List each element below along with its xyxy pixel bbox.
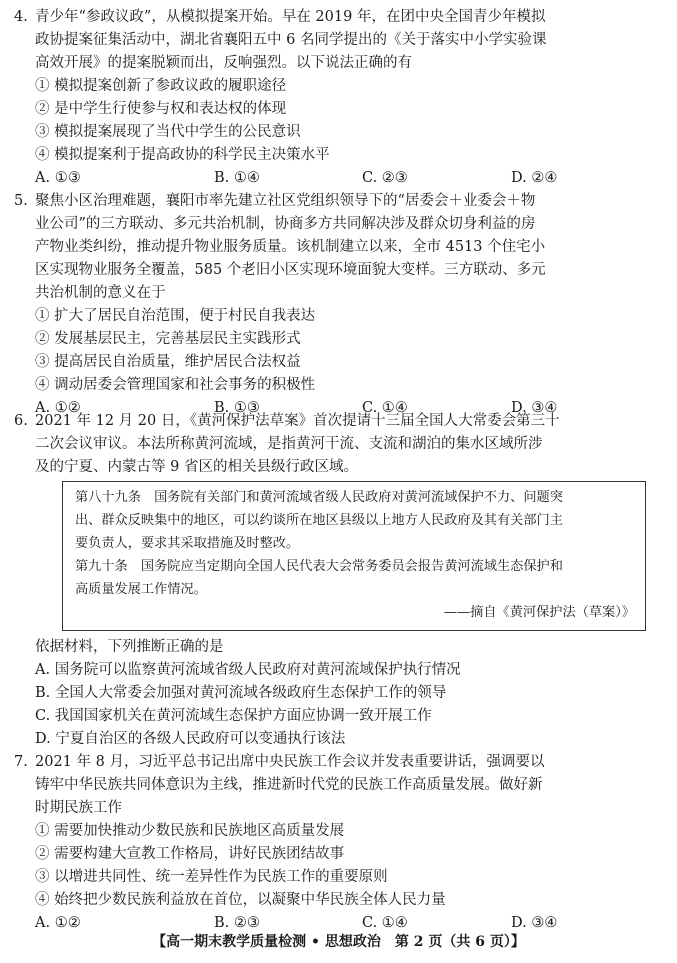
answer-options	[14, 167, 650, 190]
statement-item: ③ 模拟提案展现了当代中学生的公民意识	[35, 124, 301, 140]
answer-option-d[interactable]: D. ③④	[511, 400, 558, 416]
question-stem-line: 高效开展》的提案脱颖而出，反响强烈。以下说法正确的有	[35, 55, 412, 71]
answer-option-a[interactable]: A. ①②	[35, 915, 81, 931]
answer-option-a[interactable]: A. 国务院可以监察黄河流域省级人民政府对黄河流域保护执行情况	[35, 662, 461, 678]
question-prompt: 依据材料，下列推断正确的是	[35, 639, 224, 655]
answer-option-b[interactable]: B. 全国人大常委会加强对黄河流域各级政府生态保护工作的领导	[35, 685, 447, 701]
question-6	[14, 410, 650, 479]
statement-item: ② 发展基层民主，完善基层民主实践形式	[35, 331, 301, 347]
question-stem-line: 4. 青少年“参政议政”，从模拟提案开始。早在 2019 年，在团中央全国青少年模拟	[14, 6, 650, 29]
question-stem-line: 政协提案征集活动中，湖北省襄阳五中 6 名同学提出的《关于落实中小学实验课	[35, 32, 547, 48]
question-stem-line: 产物业类纠纷，推动提升物业服务质量。该机制建立以来，全市 4513 个住宅小	[35, 239, 546, 255]
excerpt-line: 第八十九条 国务院有关部门和黄河流域省级人民政府对黄河流域保护不力、问题突	[75, 490, 563, 505]
excerpt-line: 要负责人，要求其采取措施及时整改。	[75, 536, 300, 551]
statement-item: ③ 以增进共同性、统一差异性作为民族工作的重要原则	[35, 869, 388, 885]
question-stem-line: 区实现物业服务全覆盖，585 个老旧小区实现环境面貌大变样。三方联动、多元	[35, 262, 546, 278]
statement-item: ② 需要构建大宣教工作格局，讲好民族团结故事	[35, 846, 345, 862]
question-stem-line: 及的宁夏、内蒙古等 9 省区的相关县级行政区域。	[35, 459, 358, 475]
answer-option-c[interactable]: C. ②③	[362, 170, 408, 186]
question-stem-line: 二次会议审议。本法所称黄河流域，是指黄河干流、支流和湖泊的集水区域所涉	[35, 436, 543, 452]
question-stem-line: 共治机制的意义在于	[35, 285, 166, 301]
question-6-choices	[14, 636, 650, 751]
law-excerpt-box	[62, 481, 646, 631]
statement-item: ① 扩大了居民自治范围，便于村民自我表达	[35, 308, 316, 324]
question-number: 6.	[14, 413, 28, 429]
statement-item: ① 需要加快推动少数民族和民族地区高质量发展	[35, 823, 345, 839]
question-7	[14, 751, 650, 935]
statement-item: ③ 提高居民自治质量，维护居民合法权益	[35, 354, 301, 370]
excerpt-source: ——摘自《黄河保护法（草案）》	[443, 605, 635, 620]
answer-option-d[interactable]: D. ③④	[511, 915, 558, 931]
statement-item: ① 模拟提案创新了参政议政的履职途径	[35, 78, 287, 94]
answer-option-c[interactable]: C. ①④	[362, 915, 408, 931]
statement-item: ④ 模拟提案利于提高政协的科学民主决策水平	[35, 147, 330, 163]
page-footer: 【高一期末教学质量检测 • 思想政治 第 2 页（共 6 页）】	[152, 934, 525, 950]
excerpt-line: 第九十条 国务院应当定期向全国人民代表大会常务委员会报告黄河流域生态保护和	[75, 559, 563, 574]
question-number: 5.	[14, 193, 28, 209]
excerpt-line: 出、群众反映集中的地区，可以约谈所在地区县级以上地方人民政府及其有关部门主	[75, 513, 563, 528]
answer-option-a[interactable]: A. ①②	[35, 400, 81, 416]
question-stem-line: 7. 2021 年 8 月，习近平总书记出席中央民族工作会议并发表重要讲话，强调要以	[14, 751, 650, 774]
question-number: 7.	[14, 754, 28, 770]
statement-item: ② 是中学生行使参与权和表达权的体现	[35, 101, 287, 117]
answer-option-d[interactable]: D. ②④	[511, 170, 558, 186]
answer-option-b[interactable]: B. ②③	[214, 915, 260, 931]
question-4	[14, 6, 650, 190]
question-stem-line: 时期民族工作	[35, 800, 122, 816]
question-number: 4.	[14, 9, 28, 25]
answer-option-c[interactable]: C. 我国国家机关在黄河流域生态保护方面应协调一致开展工作	[35, 708, 432, 724]
answer-option-d[interactable]: D. 宁夏自治区的各级人民政府可以变通执行该法	[35, 731, 346, 747]
answer-option-b[interactable]: B. ①③	[214, 400, 260, 416]
question-5	[14, 190, 650, 420]
question-stem-line: 业公司”的三方联动、多元共治机制，协商多方共同解决涉及群众切身利益的房	[35, 216, 536, 232]
question-stem-line: 铸牢中华民族共同体意识为主线，推进新时代党的民族工作高质量发展。做好新	[35, 777, 543, 793]
question-stem-line: 5. 聚焦小区治理难题，襄阳市率先建立社区党组织领导下的“居委会＋业委会＋物	[14, 190, 650, 213]
statement-item: ④ 始终把少数民族利益放在首位，以凝聚中华民族全体人民力量	[35, 892, 446, 908]
answer-option-b[interactable]: B. ①④	[214, 170, 260, 186]
answer-option-c[interactable]: C. ①④	[362, 400, 408, 416]
answer-option-a[interactable]: A. ①③	[35, 170, 81, 186]
question-stem-line: 6. 2021 年 12 月 20 日，《黄河保护法草案》首次提请十三届全国人大常委会第三十	[14, 410, 650, 433]
excerpt-line: 高质量发展工作情况。	[75, 582, 207, 597]
statement-item: ④ 调动居委会管理国家和社会事务的积极性	[35, 377, 316, 393]
